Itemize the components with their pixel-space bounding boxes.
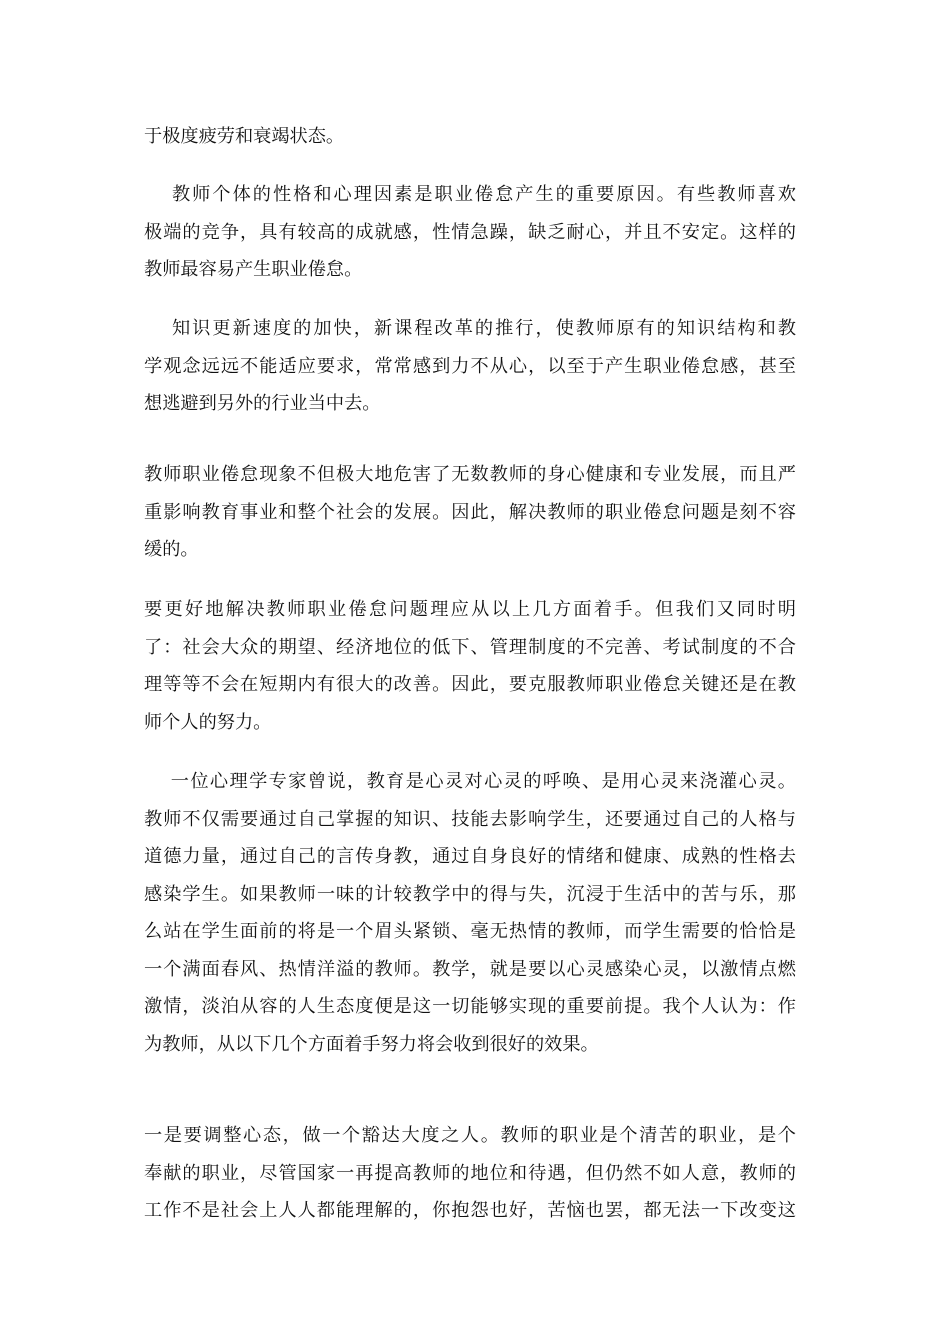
text-line: 一位心理学专家曾说，教育是心灵对心灵的呼唤、是用心灵来浇灌心灵。	[144, 771, 796, 792]
text-line: 缓的。	[144, 539, 199, 560]
text-line: 教师不仅需要通过自己掌握的知识、技能去影响学生，还要通过自己的人格与	[144, 808, 796, 830]
text-line: 要更好地解决教师职业倦怠问题理应从以上几方面着手。但我们又同时明	[144, 599, 796, 620]
text-line: 感染学生。如果教师一味的计较教学中的得与失，沉浸于生活中的苦与乐，那	[144, 883, 796, 905]
text-line: 一个满面春风、热情洋溢的教师。教学，就是要以心灵感染心灵，以激情点燃	[144, 958, 796, 980]
paragraph-2	[144, 176, 796, 289]
paragraph-5	[144, 591, 796, 741]
paragraph-3	[144, 310, 796, 423]
text-line: 想逃避到另外的行业当中去。	[144, 393, 381, 414]
text-line: 理等等不会在短期内有很大的改善。因此，要克服教师职业倦怠关键还是在教	[144, 674, 796, 695]
text-line: 奉献的职业，尽管国家一再提高教师的地位和待遇，但仍然不如人意，教师的	[144, 1162, 796, 1184]
text-line: 教师职业倦怠现象不但极大地危害了无数教师的身心健康和专业发展，而且严	[144, 464, 796, 485]
text-line: 工作不是社会上人人都能理解的，你抱怨也好，苦恼也罢，都无法一下改变这	[144, 1200, 796, 1221]
text-line: 学观念远远不能适应要求，常常感到力不从心，以至于产生职业倦怠感，甚至	[144, 355, 796, 377]
text-line: 知识更新速度的加快，新课程改革的推行，使教师原有的知识结构和教	[144, 318, 796, 339]
text-line: 一是要调整心态，做一个豁达大度之人。教师的职业是个清苦的职业，是个	[144, 1125, 796, 1146]
text-line: 么站在学生面前的将是一个眉头紧锁、毫无热情的教师，而学生需要的恰恰是	[144, 921, 796, 942]
text-line: 于极度疲劳和衰竭状态。	[144, 126, 345, 147]
paragraph-7	[144, 1117, 796, 1230]
text-line: 为教师，从以下几个方面着手努力将会收到很好的效果。	[144, 1033, 599, 1055]
text-line: 道德力量，通过自己的言传身教，通过自身良好的情绪和健康、成熟的性格去	[144, 846, 796, 867]
text-line: 了：社会大众的期望、经济地位的低下、管理制度的不完善、考试制度的不合	[144, 636, 796, 658]
text-line: 激情，淡泊从容的人生态度便是这一切能够实现的重要前提。我个人认为：作	[144, 996, 796, 1017]
text-line: 重影响教育事业和整个社会的发展。因此，解决教师的职业倦怠问题是刻不容	[144, 501, 796, 523]
paragraph-6	[144, 763, 796, 1063]
text-line: 极端的竞争，具有较高的成就感，性情急躁，缺乏耐心，并且不安定。这样的	[144, 221, 796, 243]
paragraph-4	[144, 456, 796, 569]
text-line: 教师个体的性格和心理因素是职业倦怠产生的重要原因。有些教师喜欢	[144, 184, 796, 205]
text-line: 教师最容易产生职业倦怠。	[144, 259, 363, 280]
paragraph-1	[144, 118, 796, 156]
text-line: 师个人的努力。	[144, 711, 272, 733]
